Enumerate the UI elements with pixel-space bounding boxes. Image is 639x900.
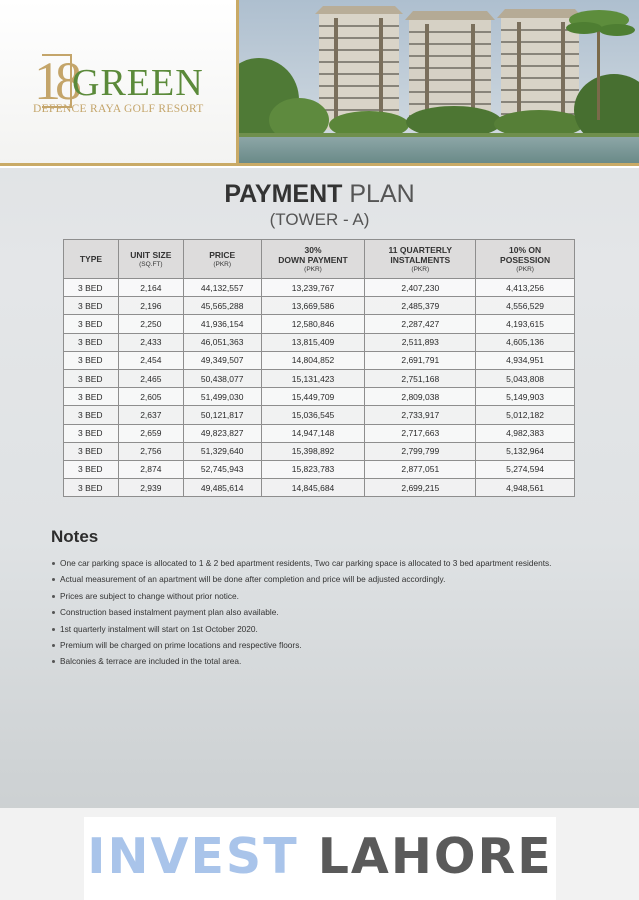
- title-light: PLAN: [349, 180, 415, 208]
- cell-price: 45,565,288: [183, 297, 261, 315]
- cell-on-possession: 5,149,903: [476, 388, 575, 406]
- cell-down-payment: 15,398,892: [261, 442, 365, 460]
- cell-unit-size: 2,756: [118, 442, 183, 460]
- header-type: TYPE: [64, 240, 119, 279]
- logo-mark: [34, 51, 76, 111]
- cell-price: 44,132,557: [183, 279, 261, 297]
- table-row: [64, 297, 575, 315]
- cell-quarterly-instalment: 2,699,215: [365, 479, 476, 497]
- header-price: PRICE (PKR): [183, 240, 261, 279]
- cell-on-possession: 4,948,561: [476, 479, 575, 497]
- header: [0, 0, 639, 168]
- cell-on-possession: 4,193,615: [476, 315, 575, 333]
- cell-quarterly-instalment: 2,733,917: [365, 406, 476, 424]
- table-row: [64, 406, 575, 424]
- cell-type: 3 BED: [64, 406, 119, 424]
- table-row: [64, 424, 575, 442]
- cell-on-possession: 4,982,383: [476, 424, 575, 442]
- page-subtitle: (TOWER - A): [269, 210, 370, 229]
- cell-quarterly-instalment: 2,877,051: [365, 460, 476, 478]
- brand-tagline: DEFENCE RAYA GOLF RESORT: [33, 103, 204, 115]
- cell-quarterly-instalment: 2,751,168: [365, 369, 476, 387]
- cell-on-possession: 4,413,256: [476, 279, 575, 297]
- cell-price: 49,823,827: [183, 424, 261, 442]
- logo-mark-frame: [42, 54, 72, 108]
- banner-word-lahore: LAHORE: [317, 828, 553, 885]
- towers-illustration: [239, 0, 639, 163]
- header-down-payment: 30% DOWN PAYMENT (PKR): [261, 240, 365, 279]
- banner-word-invest: INVEST: [87, 828, 299, 885]
- cell-type: 3 BED: [64, 279, 119, 297]
- cell-down-payment: 14,947,148: [261, 424, 365, 442]
- table-row: [64, 460, 575, 478]
- note-item: One car parking space is allocated to 1 & 2 bed apartment residents, Two car parking space is allocated to 3 bed apartment residents.: [51, 559, 621, 568]
- cell-quarterly-instalment: 2,799,799: [365, 442, 476, 460]
- table-row: [64, 333, 575, 351]
- header-on-possession: 10% ON POSESSION (PKR): [476, 240, 575, 279]
- cell-down-payment: 12,580,846: [261, 315, 365, 333]
- lake: [239, 136, 639, 163]
- cell-quarterly-instalment: 2,287,427: [365, 315, 476, 333]
- cell-unit-size: 2,874: [118, 460, 183, 478]
- cell-down-payment: 14,845,684: [261, 479, 365, 497]
- cell-price: 50,121,817: [183, 406, 261, 424]
- cell-price: 51,329,640: [183, 442, 261, 460]
- cell-down-payment: 13,669,586: [261, 297, 365, 315]
- cell-quarterly-instalment: 2,511,893: [365, 333, 476, 351]
- cell-on-possession: 5,012,182: [476, 406, 575, 424]
- cell-down-payment: 15,823,783: [261, 460, 365, 478]
- payment-plan-table: [63, 239, 575, 497]
- table-row: [64, 369, 575, 387]
- tower-left: [315, 6, 403, 130]
- cell-quarterly-instalment: 2,717,663: [365, 424, 476, 442]
- cell-type: 3 BED: [64, 351, 119, 369]
- invest-lahore-banner: [84, 817, 556, 900]
- cell-down-payment: 15,036,545: [261, 406, 365, 424]
- title-bold: PAYMENT: [224, 180, 343, 208]
- cell-on-possession: 4,605,136: [476, 333, 575, 351]
- cell-on-possession: 5,043,808: [476, 369, 575, 387]
- cell-type: 3 BED: [64, 315, 119, 333]
- cell-on-possession: 5,274,594: [476, 460, 575, 478]
- gold-divider-vertical: [236, 0, 239, 166]
- cell-down-payment: 15,131,423: [261, 369, 365, 387]
- note-item: Actual measurement of an apartment will be done after completion and price will be adjusted accordingly.: [51, 575, 621, 584]
- note-item: Construction based instalment payment plan also available.: [51, 608, 621, 617]
- table-row: [64, 351, 575, 369]
- cell-price: 49,485,614: [183, 479, 261, 497]
- cell-unit-size: 2,465: [118, 369, 183, 387]
- cell-type: 3 BED: [64, 442, 119, 460]
- cell-type: 3 BED: [64, 369, 119, 387]
- cell-quarterly-instalment: 2,407,230: [365, 279, 476, 297]
- cell-on-possession: 4,556,529: [476, 297, 575, 315]
- note-item: Premium will be charged on prime locations and respective floors.: [51, 641, 621, 650]
- cell-type: 3 BED: [64, 479, 119, 497]
- cell-unit-size: 2,250: [118, 315, 183, 333]
- cell-quarterly-instalment: 2,691,791: [365, 351, 476, 369]
- cell-unit-size: 2,433: [118, 333, 183, 351]
- note-item: Prices are subject to change without prior notice.: [51, 592, 621, 601]
- notes-heading: Notes: [51, 527, 99, 546]
- logo: [0, 0, 236, 165]
- header-quarterly-instalments: 11 QUARTERLY INSTALMENTS (PKR): [365, 240, 476, 279]
- cell-unit-size: 2,196: [118, 297, 183, 315]
- cell-down-payment: 13,815,409: [261, 333, 365, 351]
- notes-list: [51, 559, 621, 674]
- cell-quarterly-instalment: 2,485,379: [365, 297, 476, 315]
- cell-on-possession: 4,934,951: [476, 351, 575, 369]
- cell-type: 3 BED: [64, 388, 119, 406]
- cell-quarterly-instalment: 2,809,038: [365, 388, 476, 406]
- page-title: [0, 180, 639, 208]
- cell-down-payment: 14,804,852: [261, 351, 365, 369]
- cell-price: 49,349,507: [183, 351, 261, 369]
- page-title-block: [0, 180, 639, 230]
- table-row: [64, 388, 575, 406]
- cell-on-possession: 5,132,964: [476, 442, 575, 460]
- cell-unit-size: 2,637: [118, 406, 183, 424]
- cell-price: 52,745,943: [183, 460, 261, 478]
- table-header-row: [64, 240, 575, 279]
- header-unit-size: UNIT SIZE (SQ.FT): [118, 240, 183, 279]
- cell-type: 3 BED: [64, 460, 119, 478]
- hero-photo: [239, 0, 639, 163]
- cell-unit-size: 2,939: [118, 479, 183, 497]
- cell-price: 41,936,154: [183, 315, 261, 333]
- gold-divider-horizontal: [0, 163, 639, 166]
- table-row: [64, 479, 575, 497]
- cell-down-payment: 15,449,709: [261, 388, 365, 406]
- note-item: Balconies & terrace are included in the total area.: [51, 657, 621, 666]
- cell-price: 46,051,363: [183, 333, 261, 351]
- table-row: [64, 279, 575, 297]
- brand-name: GREEN: [72, 62, 204, 104]
- cell-unit-size: 2,164: [118, 279, 183, 297]
- cell-unit-size: 2,605: [118, 388, 183, 406]
- table-row: [64, 442, 575, 460]
- cell-price: 51,499,030: [183, 388, 261, 406]
- cell-type: 3 BED: [64, 424, 119, 442]
- cell-unit-size: 2,454: [118, 351, 183, 369]
- cell-down-payment: 13,239,767: [261, 279, 365, 297]
- note-item: 1st quarterly instalment will start on 1st October 2020.: [51, 625, 621, 634]
- table-row: [64, 315, 575, 333]
- logo-mark-text: 18: [34, 51, 76, 111]
- table-body: [64, 279, 575, 497]
- cell-type: 3 BED: [64, 333, 119, 351]
- cell-unit-size: 2,659: [118, 424, 183, 442]
- cell-type: 3 BED: [64, 297, 119, 315]
- cell-price: 50,438,077: [183, 369, 261, 387]
